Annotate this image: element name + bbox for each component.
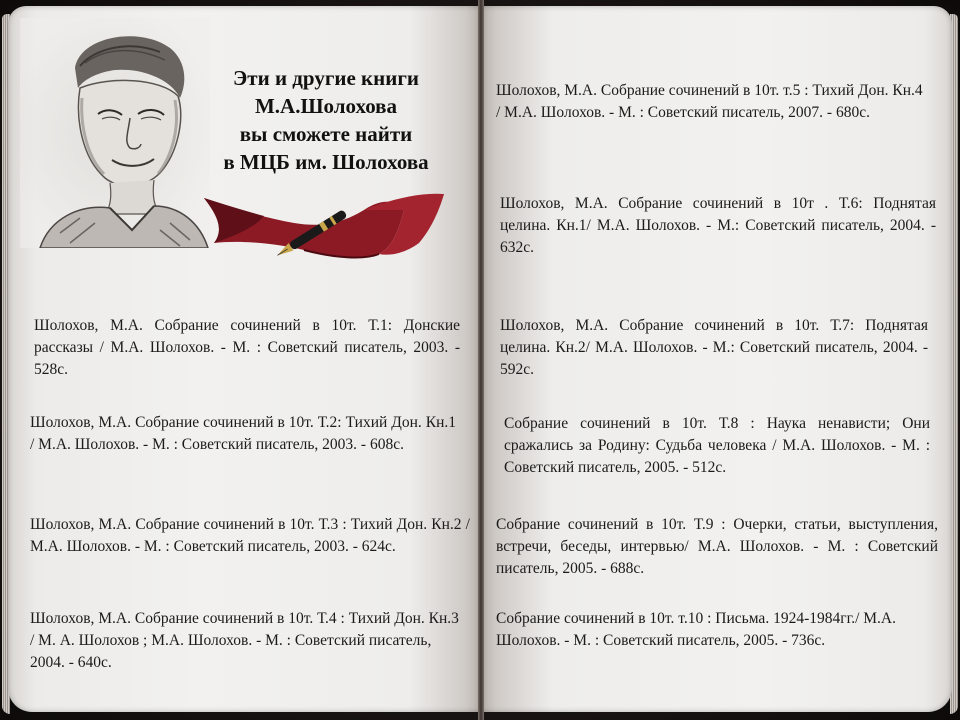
heading-line: вы сможете найти: [239, 122, 413, 146]
book-entry-right-2: Шолохов, М.А. Собрание сочинений в 10т . Т.6: Поднятая целина. Кн.1/ М.А. Шолохов. - М.: Советский писатель, 2004. - 632с.: [500, 195, 936, 256]
book-spine: [478, 0, 484, 720]
book-entry-left-3: Шолохов, М.А. Собрание сочинений в 10т. Т.3 : Тихий Дон. Кн.2 / М.А. Шолохов. - М. : Советский писатель, 2003. - 624с.: [30, 516, 470, 555]
book-entry-left-4: Шолохов, М.А. Собрание сочинений в 10т. Т.4 : Тихий Дон. Кн.3 / М. А. Шолохов ; М.А. Шолохов. - М. : Советский писатель, 2004. - 640с.: [30, 610, 459, 671]
book-entry-right-6: Собрание сочинений в 10т. т.10 : Письма. 1924-1984гг./ М.А. Шолохов. - М. : Советский писатель, 2005. - 736с.: [496, 610, 896, 649]
book-entry-right-1: Шолохов, М.А. Собрание сочинений в 10т. т.5 : Тихий Дон. Кн.4 / М.А. Шолохов. - М. : Советский писатель, 2007. - 680с.: [496, 82, 923, 121]
book-entry-left-2: Шолохов, М.А. Собрание сочинений в 10т. Т.2: Тихий Дон. Кн.1 / М.А. Шолохов. - М. : Советский писатель, 2003. - 608с.: [30, 414, 456, 453]
heading-line: в МЦБ им. Шолохова: [223, 150, 429, 174]
ribbon-pen-icon: [204, 188, 454, 268]
heading-text: [196, 64, 456, 176]
book-entry-right-4: Собрание сочинений в 10т. Т.8 : Наука ненависти; Они сражались за Родину: Судьба человека / М.А. Шолохов. - М. : Советский писатель, 2005. - 512с.: [504, 415, 930, 476]
book-entry-right-5: Собрание сочинений в 10т. Т.9 : Очерки, статьи, выступления, встречи, беседы, интервью/ М.А. Шолохов. - М. : Советский писатель, 2005. - 688с.: [496, 516, 938, 577]
author-portrait-image: [20, 18, 210, 248]
book-entry-right-3: Шолохов, М.А. Собрание сочинений в 10т. Т.7: Поднятая целина. Кн.2/ М.А. Шолохов. - М.: Советский писатель, 2004. - 592с.: [500, 317, 928, 378]
book-entry-left-1: Шолохов, М.А. Собрание сочинений в 10т. Т.1: Донские рассказы / М.А. Шолохов. - М. : Советский писатель, 2003. - 528с.: [34, 317, 460, 378]
heading-line: Эти и другие книги: [233, 66, 419, 90]
heading-line: М.А.Шолохова: [254, 94, 398, 118]
